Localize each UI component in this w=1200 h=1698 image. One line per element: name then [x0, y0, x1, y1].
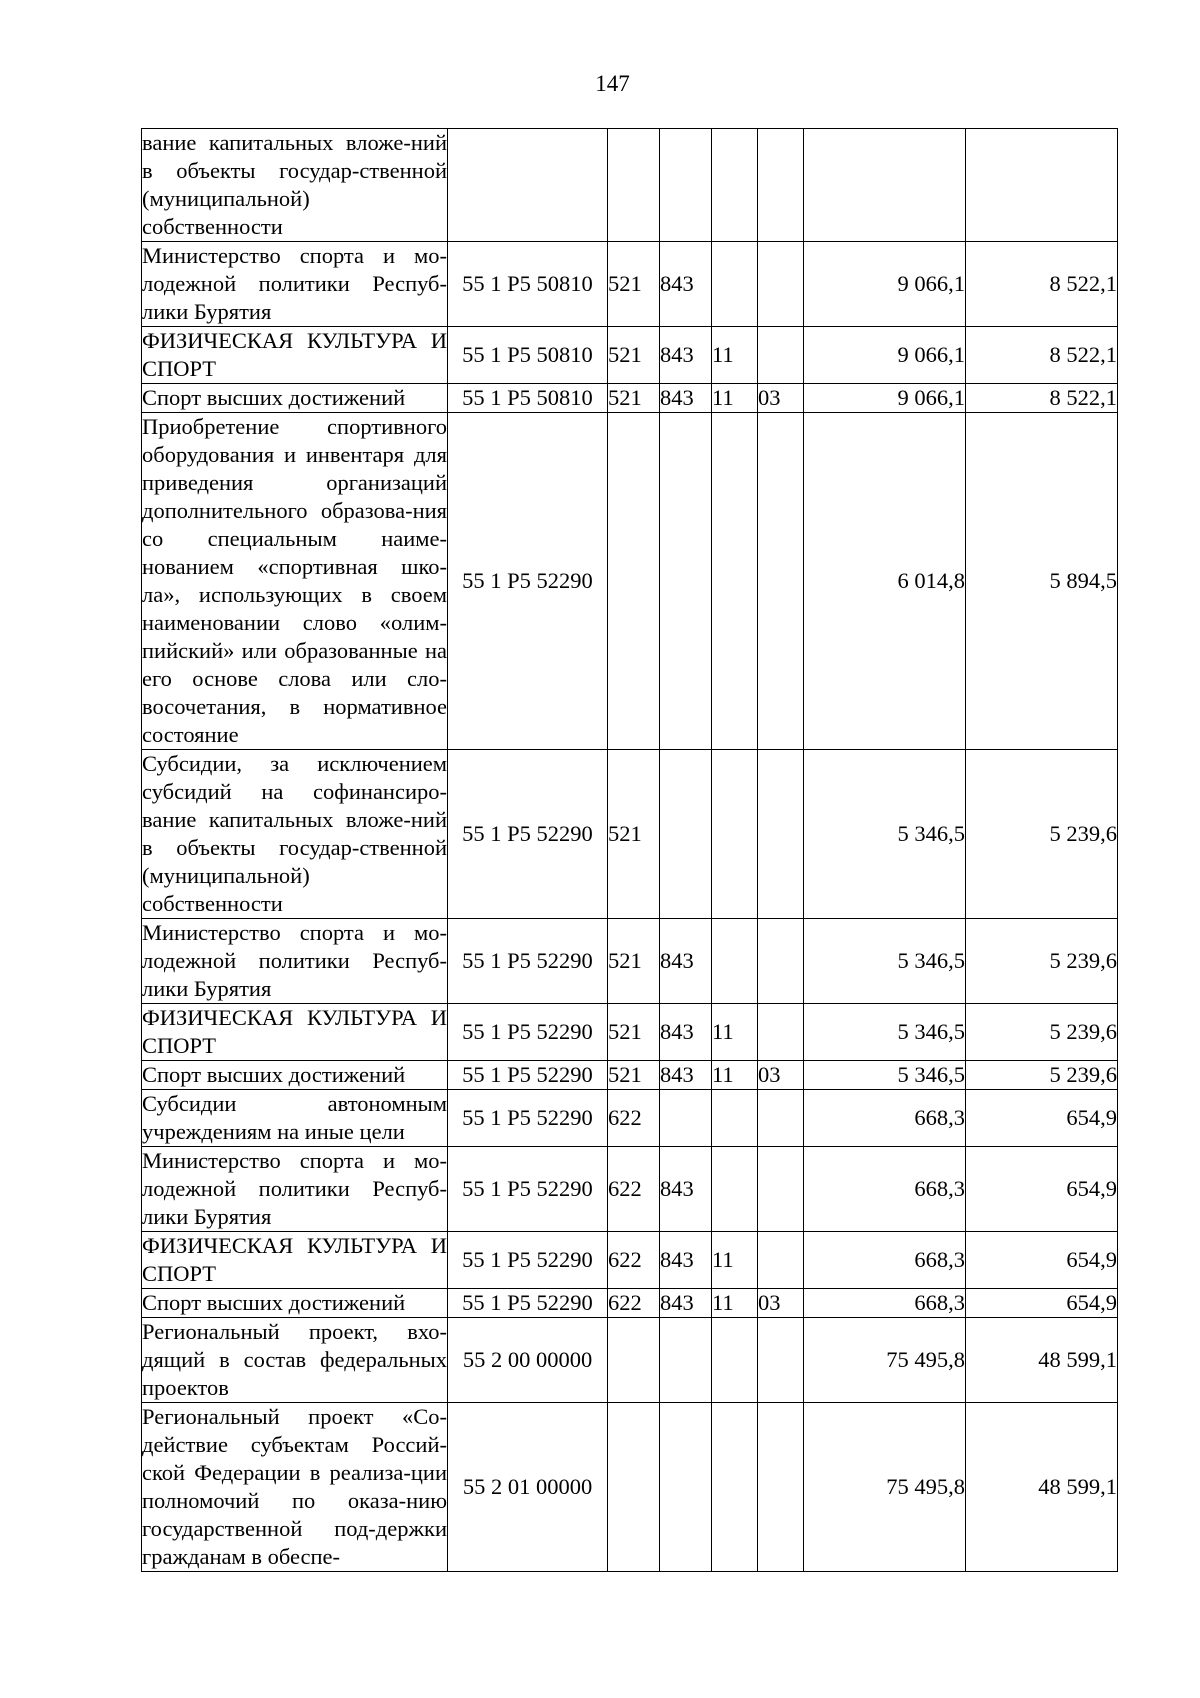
- subsection-code: [758, 1090, 804, 1147]
- amount-year-1: 668,3: [804, 1147, 966, 1232]
- amount-year-2: [966, 129, 1118, 242]
- section-code: [712, 413, 758, 750]
- expense-type-code: 622: [608, 1232, 660, 1289]
- section-code: 11: [712, 327, 758, 384]
- amount-year-2: 654,9: [966, 1147, 1118, 1232]
- admin-code: 843: [660, 242, 712, 327]
- expense-type-code: [608, 1318, 660, 1403]
- subsection-code: 03: [758, 1061, 804, 1090]
- admin-code: 843: [660, 919, 712, 1004]
- table-row: [142, 1061, 1118, 1090]
- section-code: [712, 1147, 758, 1232]
- expense-type-code: [608, 129, 660, 242]
- admin-code: [660, 750, 712, 919]
- amount-year-1: [804, 129, 966, 242]
- amount-year-2: 5 239,6: [966, 1061, 1118, 1090]
- subsection-code: [758, 242, 804, 327]
- row-name: вание капитальных вложе-ний в объекты государ-ственной (муниципальной) собственности: [142, 129, 448, 242]
- amount-year-1: 5 346,5: [804, 1061, 966, 1090]
- table-row: [142, 1090, 1118, 1147]
- subsection-code: [758, 919, 804, 1004]
- row-name: Спорт высших достижений: [142, 1289, 448, 1318]
- target-article-code: 55 2 00 00000: [448, 1318, 608, 1403]
- section-code: 11: [712, 384, 758, 413]
- expense-type-code: 622: [608, 1289, 660, 1318]
- amount-year-2: 654,9: [966, 1289, 1118, 1318]
- amount-year-2: 8 522,1: [966, 327, 1118, 384]
- table-row: [142, 1403, 1118, 1572]
- amount-year-1: 5 346,5: [804, 1004, 966, 1061]
- section-code: 11: [712, 1232, 758, 1289]
- target-article-code: 55 1 P5 52290: [448, 1232, 608, 1289]
- row-name: Субсидии, за исключением субсидий на софинансиро-вание капитальных вложе-ний в объекты государ-ственной (муниципальной) собственности: [142, 750, 448, 919]
- row-name: Региональный проект «Со-действие субъектам Россий-ской Федерации в реализа-ции полномочий по оказа-нию государственной под-держки гражданам в обеспе-: [142, 1403, 448, 1572]
- admin-code: 843: [660, 1232, 712, 1289]
- admin-code: 843: [660, 327, 712, 384]
- subsection-code: 03: [758, 384, 804, 413]
- table-row: [142, 1004, 1118, 1061]
- admin-code: [660, 413, 712, 750]
- amount-year-2: 5 239,6: [966, 919, 1118, 1004]
- section-code: [712, 129, 758, 242]
- admin-code: [660, 1318, 712, 1403]
- section-code: 11: [712, 1004, 758, 1061]
- admin-code: 843: [660, 1004, 712, 1061]
- row-name: Министерство спорта и мо-лодежной политики Респуб-лики Бурятия: [142, 1147, 448, 1232]
- target-article-code: 55 1 P5 52290: [448, 919, 608, 1004]
- subsection-code: [758, 1147, 804, 1232]
- target-article-code: 55 1 P5 52290: [448, 1061, 608, 1090]
- subsection-code: [758, 1318, 804, 1403]
- budget-table: [141, 128, 1118, 1572]
- amount-year-1: 75 495,8: [804, 1403, 966, 1572]
- target-article-code: 55 2 01 00000: [448, 1403, 608, 1572]
- expense-type-code: 521: [608, 384, 660, 413]
- section-code: 11: [712, 1289, 758, 1318]
- table-row: [142, 919, 1118, 1004]
- amount-year-1: 668,3: [804, 1289, 966, 1318]
- page-number: 147: [595, 71, 630, 96]
- expense-type-code: 521: [608, 1004, 660, 1061]
- expense-type-code: 521: [608, 327, 660, 384]
- admin-code: 843: [660, 1289, 712, 1318]
- target-article-code: 55 1 P5 52290: [448, 750, 608, 919]
- row-name: Министерство спорта и мо-лодежной политики Респуб-лики Бурятия: [142, 919, 448, 1004]
- amount-year-1: 5 346,5: [804, 750, 966, 919]
- admin-code: 843: [660, 384, 712, 413]
- target-article-code: 55 1 P5 50810: [448, 384, 608, 413]
- section-code: [712, 750, 758, 919]
- table-row: [142, 750, 1118, 919]
- amount-year-2: 8 522,1: [966, 242, 1118, 327]
- admin-code: 843: [660, 1147, 712, 1232]
- section-code: [712, 1090, 758, 1147]
- section-code: [712, 1318, 758, 1403]
- expense-type-code: 521: [608, 919, 660, 1004]
- target-article-code: 55 1 P5 50810: [448, 327, 608, 384]
- target-article-code: 55 1 P5 52290: [448, 1147, 608, 1232]
- subsection-code: [758, 750, 804, 919]
- subsection-code: [758, 413, 804, 750]
- row-name: Министерство спорта и мо-лодежной политики Респуб-лики Бурятия: [142, 242, 448, 327]
- amount-year-2: 8 522,1: [966, 384, 1118, 413]
- amount-year-2: 654,9: [966, 1090, 1118, 1147]
- expense-type-code: 622: [608, 1147, 660, 1232]
- table-row: [142, 1289, 1118, 1318]
- row-name: Субсидии автономным учреждениям на иные цели: [142, 1090, 448, 1147]
- section-code: [712, 919, 758, 1004]
- admin-code: [660, 129, 712, 242]
- subsection-code: [758, 1403, 804, 1572]
- amount-year-1: 5 346,5: [804, 919, 966, 1004]
- table-row: [142, 242, 1118, 327]
- amount-year-1: 9 066,1: [804, 384, 966, 413]
- amount-year-1: 668,3: [804, 1090, 966, 1147]
- row-name: Спорт высших достижений: [142, 1061, 448, 1090]
- target-article-code: 55 1 P5 52290: [448, 413, 608, 750]
- row-name: Приобретение спортивного оборудования и инвентаря для приведения организаций дополнительного образова-ния со специальным наиме-нованием «спортивная шко-ла», использующих в своем наименовании слово «олим-пийский» или образованные на его основе слова или сло-восочетания, в нормативное состояние: [142, 413, 448, 750]
- target-article-code: 55 1 P5 52290: [448, 1004, 608, 1061]
- target-article-code: 55 1 P5 52290: [448, 1289, 608, 1318]
- target-article-code: 55 1 P5 52290: [448, 1090, 608, 1147]
- row-name: Спорт высших достижений: [142, 384, 448, 413]
- section-code: 11: [712, 1061, 758, 1090]
- amount-year-2: 48 599,1: [966, 1403, 1118, 1572]
- subsection-code: [758, 327, 804, 384]
- amount-year-2: 654,9: [966, 1232, 1118, 1289]
- amount-year-1: 6 014,8: [804, 413, 966, 750]
- table-row: [142, 1232, 1118, 1289]
- amount-year-1: 668,3: [804, 1232, 966, 1289]
- admin-code: [660, 1403, 712, 1572]
- row-name: ФИЗИЧЕСКАЯ КУЛЬТУРА И СПОРТ: [142, 1232, 448, 1289]
- expense-type-code: 521: [608, 242, 660, 327]
- target-article-code: [448, 129, 608, 242]
- table-row: [142, 1147, 1118, 1232]
- expense-type-code: 521: [608, 1061, 660, 1090]
- expense-type-code: 521: [608, 750, 660, 919]
- table-row: [142, 413, 1118, 750]
- section-code: [712, 242, 758, 327]
- row-name: ФИЗИЧЕСКАЯ КУЛЬТУРА И СПОРТ: [142, 327, 448, 384]
- row-name: ФИЗИЧЕСКАЯ КУЛЬТУРА И СПОРТ: [142, 1004, 448, 1061]
- subsection-code: [758, 129, 804, 242]
- amount-year-1: 9 066,1: [804, 242, 966, 327]
- subsection-code: 03: [758, 1289, 804, 1318]
- admin-code: [660, 1090, 712, 1147]
- section-code: [712, 1403, 758, 1572]
- target-article-code: 55 1 P5 50810: [448, 242, 608, 327]
- subsection-code: [758, 1232, 804, 1289]
- subsection-code: [758, 1004, 804, 1061]
- table-row: [142, 384, 1118, 413]
- amount-year-2: 48 599,1: [966, 1318, 1118, 1403]
- expense-type-code: 622: [608, 1090, 660, 1147]
- amount-year-1: 9 066,1: [804, 327, 966, 384]
- expense-type-code: [608, 1403, 660, 1572]
- amount-year-1: 75 495,8: [804, 1318, 966, 1403]
- amount-year-2: 5 239,6: [966, 750, 1118, 919]
- row-name: Региональный проект, вхо-дящий в состав федеральных проектов: [142, 1318, 448, 1403]
- amount-year-2: 5 239,6: [966, 1004, 1118, 1061]
- table-row: [142, 129, 1118, 242]
- amount-year-2: 5 894,5: [966, 413, 1118, 750]
- expense-type-code: [608, 413, 660, 750]
- table-row: [142, 1318, 1118, 1403]
- table-row: [142, 327, 1118, 384]
- admin-code: 843: [660, 1061, 712, 1090]
